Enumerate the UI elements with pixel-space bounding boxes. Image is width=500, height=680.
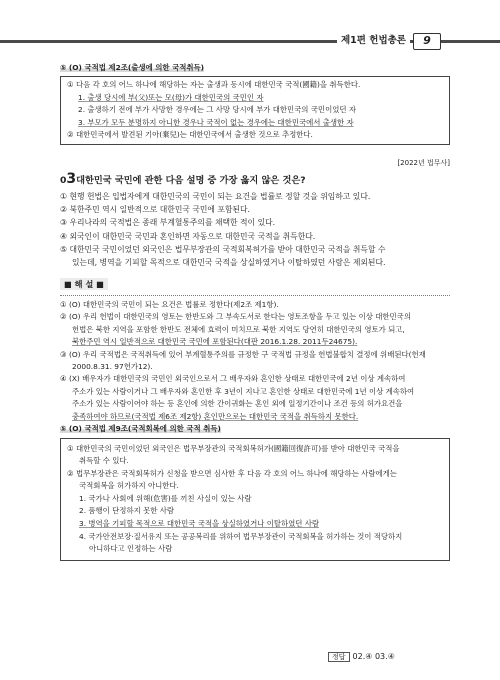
statute-box-article-2 xyxy=(60,76,450,145)
question-number-prefix: 0 xyxy=(60,174,67,186)
explanation-3-cont: 2000.8.31. 97헌가12). xyxy=(72,362,153,372)
option-3: ③ 우리나라의 국적법은 종래 부계혈통주의를 채택한 적이 있다. xyxy=(60,218,276,228)
explanation-4: ④ (X) 배우자가 대한민국의 국민인 외국인으로서 그 배우자와 혼인한 상태로 대한민국에 2년 이상 계속하여 xyxy=(60,374,406,384)
question-options xyxy=(60,190,450,270)
explanation-heading: ■ 해 설 ■ xyxy=(60,278,108,290)
question-text: 대한민국 국민에 관한 다음 설명 중 가장 옳지 않은 것은? xyxy=(76,174,306,186)
page-number: 9 xyxy=(413,33,441,50)
statute-line: 3. 부모가 모두 분명하지 아니한 경우나 국적이 없는 경우에는 대한민국에서 출생한 자 xyxy=(78,117,354,127)
explanation-2-cont: 북한주민 역시 일반적으로 대한민국 국민에 포함된다(대판 2016.1.28. 2011두24675). xyxy=(72,337,358,347)
explanation-divider xyxy=(60,295,450,296)
statute-line: 2. 품행이 단정하지 못한 사람 xyxy=(79,506,174,516)
statute-line: 취득할 수 있다. xyxy=(79,456,129,466)
answer-tag: 정답 xyxy=(328,652,350,662)
option-5: ⑤ 대한민국 국민이었던 외국인은 법무부장관의 국적회복허가를 받아 대한민국 국적을 취득할 수 xyxy=(60,245,386,255)
section-5-label: ⑤ (O) 국적법 제2조(출생에 의한 국적취득) xyxy=(60,63,205,72)
page-content xyxy=(60,62,450,561)
answer-key xyxy=(328,652,395,662)
statute-line: ② 대한민국에서 발견된 기아(棄兒)는 대한민국에서 출생한 것으로 추정한다. xyxy=(67,130,313,140)
option-1: ① 현행 헌법은 입법자에게 대한민국의 국민이 되는 요건을 법률로 정할 것을 위임하고 있다. xyxy=(60,191,371,201)
statute-line: 2. 출생하기 전에 부가 사망한 경우에는 그 사망 당시에 부가 대한민국의 국민이었던 자 xyxy=(78,105,356,115)
statute-box-article-9 xyxy=(60,438,450,561)
answer-text: 02.④ 03.④ xyxy=(352,652,395,661)
statute-line: 4. 국가안전보장·질서유지 또는 공공복리를 위하여 법무부장관이 국적회복을 허가하는 것이 적당하지 xyxy=(79,531,403,541)
explanation-4-cont: 충족하여야 하므로(국적법 제6조 제2항) 혼인만으로는 대한민국 국적을 취득하지 못한다. xyxy=(72,411,359,421)
explanation-2-cont: 헌법은 북한 지역을 포함한 한반도 전체에 효력이 미치므로 북한 지역도 당연히 대한민국의 영토가 되고, xyxy=(72,324,405,334)
statute-line: ① 대한민국의 국민이었던 외국인은 법무부장관의 국적회복허가(國籍回復許可)를 받아 대한민국 국적을 xyxy=(67,443,400,453)
option-4: ④ 외국인이 대한민국 국민과 혼인하면 자동으로 대한민국 국적을 취득한다. xyxy=(60,231,316,241)
explanation-4-cont: 주소가 있는 사람이거나 그 배우자와 혼인한 후 3년이 지나고 혼인한 상태로 대한민국에 1년 이상 계속하여 xyxy=(72,386,415,396)
statute-line: ② 법무부장관은 국적회복허가 신청을 받으면 심사한 후 다음 각 호의 어느 하나에 해당하는 사람에게는 xyxy=(67,468,397,478)
question-title xyxy=(60,172,450,188)
statute-line: 1. 출생 당시에 부(父)또는 모(母)가 대한민국의 국민인 자 xyxy=(78,92,264,102)
explanation-5: ⑤ (O) 국적법 제9조(국적회복에 의한 국적 취득) xyxy=(60,424,221,434)
option-2: ② 북한주민 역시 일반적으로 대한민국 국민에 포함된다. xyxy=(60,205,251,215)
explanation-4-cont: 주소가 있는 사람이어야 하는 등 혼인에 의한 간이귀화는 혼인 외에 일정기간이나 조건 등의 허가요건을 xyxy=(72,399,403,409)
explanation-2: ② (O) 우리 헌법이 대한민국의 영토는 한반도와 그 부속도서로 한다는 영토조항을 두고 있는 이상 대한민국의 xyxy=(60,312,411,322)
explanation-3: ③ (O) 우리 국적법은 국적취득에 있어 부계혈통주의를 규정한 구 국적법 규정을 헌법불합치 결정에 위배된다(헌재 xyxy=(60,349,426,359)
statute-line: 아니하다고 인정하는 사람 xyxy=(89,544,173,554)
statute-line: 3. 병역을 기피할 목적으로 대한민국 국적을 상실하였거나 이탈하였던 사람 xyxy=(79,519,320,529)
statute-line: ① 다음 각 호의 어느 하나에 해당하는 자는 출생과 동시에 대한민국 국적(國籍)을 취득한다. xyxy=(67,80,361,90)
question-number: 3 xyxy=(66,170,77,187)
statute-line: 1. 국가나 사회에 위해(危害)를 끼친 사실이 있는 사람 xyxy=(79,493,252,503)
statute-line: 국적회복을 허가하지 아니한다. xyxy=(79,481,179,491)
chapter-title: 제1편 헌법총론 xyxy=(337,34,410,48)
option-5-cont: 있는데, 병역을 기피할 목적으로 대한민국 국적을 상실하였거나 이탈하였던 사람은 제외된다. xyxy=(72,258,386,268)
question-source: [2022년 법무사] xyxy=(397,159,450,168)
explanation-items xyxy=(60,299,450,435)
explanation-1: ① (O) 대한민국의 국민이 되는 요건은 법률로 정한다(제2조 제1항). xyxy=(60,300,279,310)
